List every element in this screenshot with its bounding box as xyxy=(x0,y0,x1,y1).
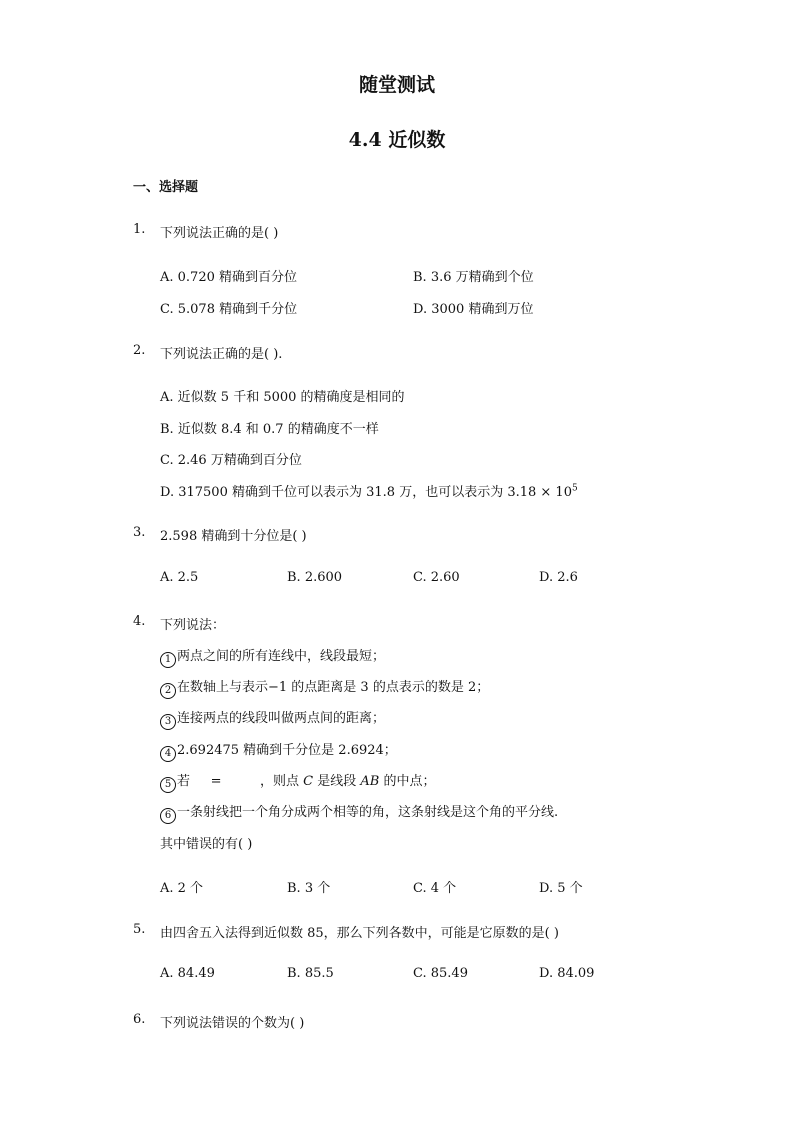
option-c[interactable]: C. 2.60 xyxy=(413,570,460,585)
option-b[interactable]: B. 2.600 xyxy=(287,570,343,585)
option-a[interactable]: A. 0.720 精确到百分位 xyxy=(160,270,298,285)
option-b[interactable]: B. 近似数 8.4 和 0.7 的精确度不一样 xyxy=(160,422,379,437)
option-a[interactable]: A. 2.5 xyxy=(160,570,199,585)
statement-text-c: 是线段 xyxy=(317,774,357,789)
option-c[interactable]: C. 4 个 xyxy=(413,881,457,896)
option-d[interactable]: D. 3000 精确到万位 xyxy=(413,302,534,317)
option-c[interactable]: C. 2.46 万精确到百分位 xyxy=(160,453,302,468)
option-b[interactable]: B. 85.5 xyxy=(287,966,334,981)
question-text: 下列说法错误的个数为( ) xyxy=(160,1016,305,1031)
question-text: 2.598 精确到十分位是( ) xyxy=(160,529,307,544)
statement-text-d: 的中点； xyxy=(383,774,436,789)
circled-number: 5 xyxy=(160,777,176,793)
statement-text: 两点之间的所有连线中，线段最短； xyxy=(177,649,386,664)
statement-4 xyxy=(160,739,397,762)
question-number: 5. xyxy=(133,922,146,937)
option-d-exponent: 5 xyxy=(571,483,578,494)
option-d-text: D. 317500 精确到千位可以表示为 31.8 万，也可以表示为 3.18 × 10 xyxy=(160,485,572,500)
statement-text: 2.692475 精确到千分位是 2.6924； xyxy=(177,743,397,758)
option-b[interactable]: B. 3 个 xyxy=(287,881,331,896)
point-variable: C xyxy=(303,774,314,789)
statement-text-b: ，则点 xyxy=(260,774,300,789)
segment-variable: AB xyxy=(360,774,380,789)
lesson-title: 4.4 近似数 xyxy=(348,129,446,151)
statement-text-a: 若 xyxy=(177,774,191,789)
option-d[interactable]: D. 5 个 xyxy=(539,881,583,896)
circled-number: 2 xyxy=(160,683,176,699)
statement-3 xyxy=(160,707,385,730)
question-text: 下列说法正确的是( ). xyxy=(160,347,283,362)
statement-1 xyxy=(160,645,385,668)
equals-sign: = xyxy=(210,774,222,789)
option-b[interactable]: B. 3.6 万精确到个位 xyxy=(413,270,534,285)
statement-6 xyxy=(160,801,558,824)
page-title: 随堂测试 xyxy=(358,74,435,96)
option-a[interactable]: A. 近似数 5 千和 5000 的精确度是相同的 xyxy=(160,390,405,405)
option-c[interactable]: C. 5.078 精确到千分位 xyxy=(160,302,298,317)
question-text: 由四舍五入法得到近似数 85，那么下列各数中，可能是它原数的是( ) xyxy=(160,926,559,941)
statement-text: 一条射线把一个角分成两个相等的角，这条射线是这个角的平分线. xyxy=(177,805,559,820)
option-a[interactable]: A. 2 个 xyxy=(160,881,204,896)
statement-5 xyxy=(160,770,436,793)
closing-prompt: 其中错误的有( ) xyxy=(160,837,253,852)
question-number: 2. xyxy=(133,343,146,358)
statement-2 xyxy=(160,676,489,699)
question-number: 6. xyxy=(133,1012,146,1027)
statement-text: 在数轴上与表示−1 的点距离是 3 的点表示的数是 2； xyxy=(177,680,490,695)
circled-number: 1 xyxy=(160,652,176,668)
option-c[interactable]: C. 85.49 xyxy=(413,966,468,981)
option-d[interactable] xyxy=(160,481,578,500)
statement-text: 连接两点的线段叫做两点间的距离； xyxy=(177,711,386,726)
question-number: 3. xyxy=(133,525,146,540)
circled-number: 6 xyxy=(160,808,176,824)
question-number: 4. xyxy=(133,614,146,629)
option-a[interactable]: A. 84.49 xyxy=(160,966,215,981)
option-d[interactable]: D. 2.6 xyxy=(539,570,578,585)
section-heading: 一、选择题 xyxy=(133,180,199,195)
option-d[interactable]: D. 84.09 xyxy=(539,966,595,981)
question-text: 下列说法： xyxy=(160,618,226,633)
question-number: 1. xyxy=(133,222,146,237)
question-text: 下列说法正确的是( ) xyxy=(160,226,279,241)
circled-number: 3 xyxy=(160,714,176,730)
circled-number: 4 xyxy=(160,746,176,762)
